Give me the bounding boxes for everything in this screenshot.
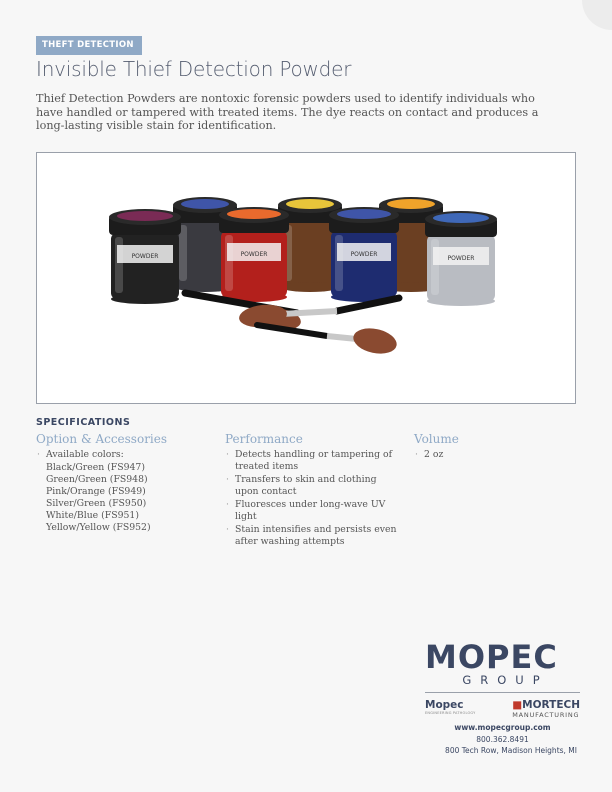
mortech-name: MORTECH xyxy=(522,699,580,711)
product-image xyxy=(36,152,576,404)
performance-item: · Detects handling or tampering of treated items xyxy=(225,449,397,473)
mortech-mark-icon: ■ xyxy=(512,699,523,711)
color-option: Yellow/Yellow (FS952) xyxy=(46,522,151,533)
color-option: Green/Green (FS948) xyxy=(46,474,148,485)
mopec-group-logo xyxy=(425,640,580,721)
volume-item: · 2 oz xyxy=(414,449,554,461)
color-option: Silver/Green (FS950) xyxy=(46,498,147,509)
performance-item: · Fluoresces under long-wave UV light xyxy=(225,499,397,523)
category-tag: THEFT DETECTION xyxy=(36,36,142,55)
mopec-sub-logo xyxy=(425,699,476,715)
mopec-sub-name: Mopec xyxy=(425,699,464,711)
options-item: · Available colors: xyxy=(36,449,211,461)
options-column xyxy=(36,432,211,534)
brush xyxy=(257,325,399,358)
options-heading: Option & Accessories xyxy=(36,432,168,446)
jar-label-text: POWDER xyxy=(350,251,378,258)
logo-divider xyxy=(425,692,580,693)
contact-info xyxy=(425,722,580,746)
jar-label-text: POWDER xyxy=(240,251,268,258)
mortech-tagline: MANUFACTURING xyxy=(512,711,580,719)
volume-heading: Volume xyxy=(414,432,459,446)
performance-heading: Performance xyxy=(225,432,303,446)
performance-item: · Transfers to skin and clothing upon contact xyxy=(225,474,397,498)
color-option: Pink/Orange (FS949) xyxy=(46,486,146,497)
intro-paragraph: Thief Detection Powders are nontoxic forensic powders used to identify individuals who have handled or tampered with treated items. The dye reacts on contact and produces a long-lasting visible stain for identification. xyxy=(36,92,539,132)
jar-label-text: POWDER xyxy=(447,255,475,262)
color-option: Black/Green (FS947) xyxy=(46,462,145,473)
mopec-sub-tagline: ENGINEERING PATHOLOGY xyxy=(425,711,476,715)
page-corner-decoration xyxy=(582,0,612,30)
phone-number: 800.362.8491 xyxy=(476,735,529,744)
performance-item: · Stain intensifies and persists even after washing attempts xyxy=(225,524,397,548)
color-option: White/Blue (FS951) xyxy=(46,510,139,521)
jar-label-text: POWDER xyxy=(131,253,159,260)
page-title: Invisible Thief Detection Powder xyxy=(36,57,352,81)
performance-column xyxy=(225,432,397,549)
volume-column xyxy=(414,432,554,462)
specifications-heading: SPECIFICATIONS xyxy=(36,417,131,428)
mopec-wordmark: MOPEC xyxy=(425,638,558,676)
powder-jars-illustration xyxy=(37,153,575,403)
group-wordmark: GROUP xyxy=(462,673,549,687)
website-link[interactable]: www.mopecgroup.com xyxy=(454,723,551,732)
mortech-logo xyxy=(512,699,580,719)
address: 800 Tech Row, Madison Heights, MI xyxy=(445,746,577,755)
